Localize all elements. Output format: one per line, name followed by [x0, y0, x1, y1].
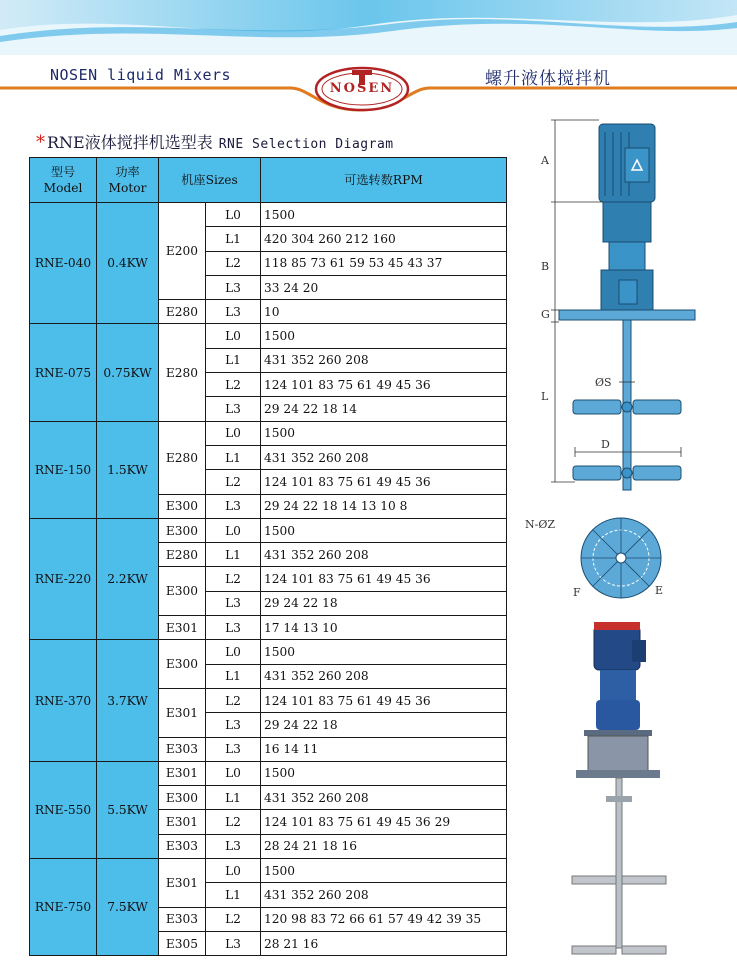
col-header-base: 机座Sizes — [159, 158, 261, 203]
base-cell: E301 — [159, 761, 206, 785]
rpm-cell: 1500 — [261, 421, 507, 445]
model-cell: RNE-220 — [30, 518, 97, 639]
shaft-cell: L1 — [206, 664, 261, 688]
base-cell: E303 — [159, 907, 206, 931]
table-row — [30, 640, 507, 664]
motor-cell: 3.7KW — [97, 640, 159, 761]
base-cell: E301 — [159, 688, 206, 737]
table-header-row — [30, 158, 507, 203]
dim-label-s: ØS — [595, 376, 612, 389]
base-cell: E300 — [159, 518, 206, 542]
rpm-cell: 118 85 73 61 59 53 45 43 37 — [261, 251, 507, 275]
motor-cell: 7.5KW — [97, 859, 159, 956]
section-title-en: RNE Selection Diagram — [218, 137, 394, 152]
motor-cell: 0.75KW — [97, 324, 159, 421]
shaft-cell: L1 — [206, 883, 261, 907]
motor-cell: 1.5KW — [97, 421, 159, 518]
base-cell: E280 — [159, 543, 206, 567]
shaft-cell: L2 — [206, 373, 261, 397]
shaft-cell: L0 — [206, 324, 261, 348]
shaft-cell: L3 — [206, 397, 261, 421]
section-title-zh: RNE液体搅拌机选型表 — [47, 133, 213, 152]
mixer-dimension-diagram — [515, 110, 737, 600]
model-cell: RNE-750 — [30, 859, 97, 956]
shaft-cell: L3 — [206, 275, 261, 299]
dim-label-a: A — [541, 154, 549, 167]
shaft-cell: L0 — [206, 859, 261, 883]
rpm-cell: 1500 — [261, 324, 507, 348]
rpm-cell: 29 24 22 18 14 — [261, 397, 507, 421]
shaft-cell: L2 — [206, 251, 261, 275]
rpm-cell: 120 98 83 72 66 61 57 49 42 39 35 — [261, 907, 507, 931]
base-cell: E300 — [159, 786, 206, 810]
base-cell: E303 — [159, 737, 206, 761]
rpm-cell: 431 352 260 208 — [261, 543, 507, 567]
rpm-cell: 29 24 22 18 14 13 10 8 — [261, 494, 507, 518]
rpm-cell: 124 101 83 75 61 49 45 36 29 — [261, 810, 507, 834]
shaft-cell: L2 — [206, 810, 261, 834]
base-cell: E280 — [159, 300, 206, 324]
shaft-cell: L3 — [206, 931, 261, 955]
header-left-title: NOSEN liquid Mixers — [50, 66, 232, 84]
rpm-cell: 124 101 83 75 61 49 45 36 — [261, 373, 507, 397]
dim-label-f: F — [573, 586, 581, 599]
rpm-cell: 431 352 260 208 — [261, 445, 507, 469]
rpm-cell: 10 — [261, 300, 507, 324]
table-row — [30, 859, 507, 883]
rpm-cell: 1500 — [261, 203, 507, 227]
rpm-cell: 28 21 16 — [261, 931, 507, 955]
rpm-cell: 33 24 20 — [261, 275, 507, 299]
rpm-cell: 29 24 22 18 — [261, 713, 507, 737]
rpm-cell: 29 24 22 18 — [261, 591, 507, 615]
rpm-cell: 16 14 11 — [261, 737, 507, 761]
shaft-cell: L2 — [206, 567, 261, 591]
base-cell: E200 — [159, 203, 206, 300]
dim-label-e: E — [655, 584, 664, 597]
rpm-cell: 124 101 83 75 61 49 45 36 — [261, 470, 507, 494]
shaft-cell: L1 — [206, 348, 261, 372]
rpm-cell: 431 352 260 208 — [261, 348, 507, 372]
base-cell: E305 — [159, 931, 206, 955]
shaft-cell: L0 — [206, 518, 261, 542]
table-row — [30, 203, 507, 227]
col-header-motor: 功率 Motor — [97, 158, 159, 203]
shaft-cell: L3 — [206, 300, 261, 324]
shaft-cell: L1 — [206, 543, 261, 567]
shaft-cell: L3 — [206, 494, 261, 518]
model-cell: RNE-150 — [30, 421, 97, 518]
shaft-cell: L2 — [206, 688, 261, 712]
shaft-cell: L1 — [206, 445, 261, 469]
shaft-cell: L0 — [206, 203, 261, 227]
base-cell: E300 — [159, 640, 206, 689]
mixer-product-image — [560, 620, 680, 963]
section-title — [36, 130, 394, 153]
dim-label-b: B — [541, 260, 550, 273]
shaft-cell: L1 — [206, 786, 261, 810]
header-wave — [0, 0, 737, 55]
shaft-cell: L3 — [206, 713, 261, 737]
base-cell: E300 — [159, 567, 206, 616]
model-cell: RNE-075 — [30, 324, 97, 421]
col-header-rpm: 可选转数RPM — [261, 158, 507, 203]
bullet-star-icon: * — [36, 132, 45, 153]
selection-table — [29, 157, 507, 956]
shaft-cell: L3 — [206, 616, 261, 640]
base-cell: E301 — [159, 616, 206, 640]
shaft-cell: L3 — [206, 737, 261, 761]
rpm-cell: 431 352 260 208 — [261, 883, 507, 907]
motor-cell: 0.4KW — [97, 203, 159, 324]
rpm-cell: 1500 — [261, 761, 507, 785]
shaft-cell: L3 — [206, 591, 261, 615]
motor-cell: 2.2KW — [97, 518, 159, 639]
rpm-cell: 124 101 83 75 61 49 45 36 — [261, 688, 507, 712]
shaft-cell: L3 — [206, 834, 261, 858]
rpm-cell: 17 14 13 10 — [261, 616, 507, 640]
table-row — [30, 324, 507, 348]
shaft-cell: L0 — [206, 421, 261, 445]
base-cell: E280 — [159, 324, 206, 421]
shaft-cell: L1 — [206, 227, 261, 251]
table-row — [30, 421, 507, 445]
dim-label-l: L — [541, 390, 549, 403]
base-cell: E303 — [159, 834, 206, 858]
motor-cell: 5.5KW — [97, 761, 159, 858]
dim-label-d: D — [601, 438, 610, 451]
nosen-logo — [314, 66, 410, 112]
model-cell: RNE-550 — [30, 761, 97, 858]
base-cell: E301 — [159, 810, 206, 834]
dim-label-g: G — [541, 308, 550, 321]
base-cell: E300 — [159, 494, 206, 518]
rpm-cell: 431 352 260 208 — [261, 664, 507, 688]
dim-label-nz: N-ØZ — [525, 518, 556, 531]
rpm-cell: 124 101 83 75 61 49 45 36 — [261, 567, 507, 591]
shaft-cell: L0 — [206, 640, 261, 664]
rpm-cell: 1500 — [261, 859, 507, 883]
col-header-model: 型号 Model — [30, 158, 97, 203]
logo-text: NOSEN — [329, 81, 395, 96]
shaft-cell: L0 — [206, 761, 261, 785]
rpm-cell: 1500 — [261, 518, 507, 542]
rpm-cell: 420 304 260 212 160 — [261, 227, 507, 251]
table-row — [30, 761, 507, 785]
base-cell: E280 — [159, 421, 206, 494]
shaft-cell: L2 — [206, 907, 261, 931]
model-cell: RNE-370 — [30, 640, 97, 761]
header-right-title: 螺升液体搅拌机 — [485, 69, 611, 89]
rpm-cell: 431 352 260 208 — [261, 786, 507, 810]
model-cell: RNE-040 — [30, 203, 97, 324]
table-row — [30, 518, 507, 542]
rpm-cell: 1500 — [261, 640, 507, 664]
base-cell: E301 — [159, 859, 206, 908]
shaft-cell: L2 — [206, 470, 261, 494]
rpm-cell: 28 24 21 18 16 — [261, 834, 507, 858]
